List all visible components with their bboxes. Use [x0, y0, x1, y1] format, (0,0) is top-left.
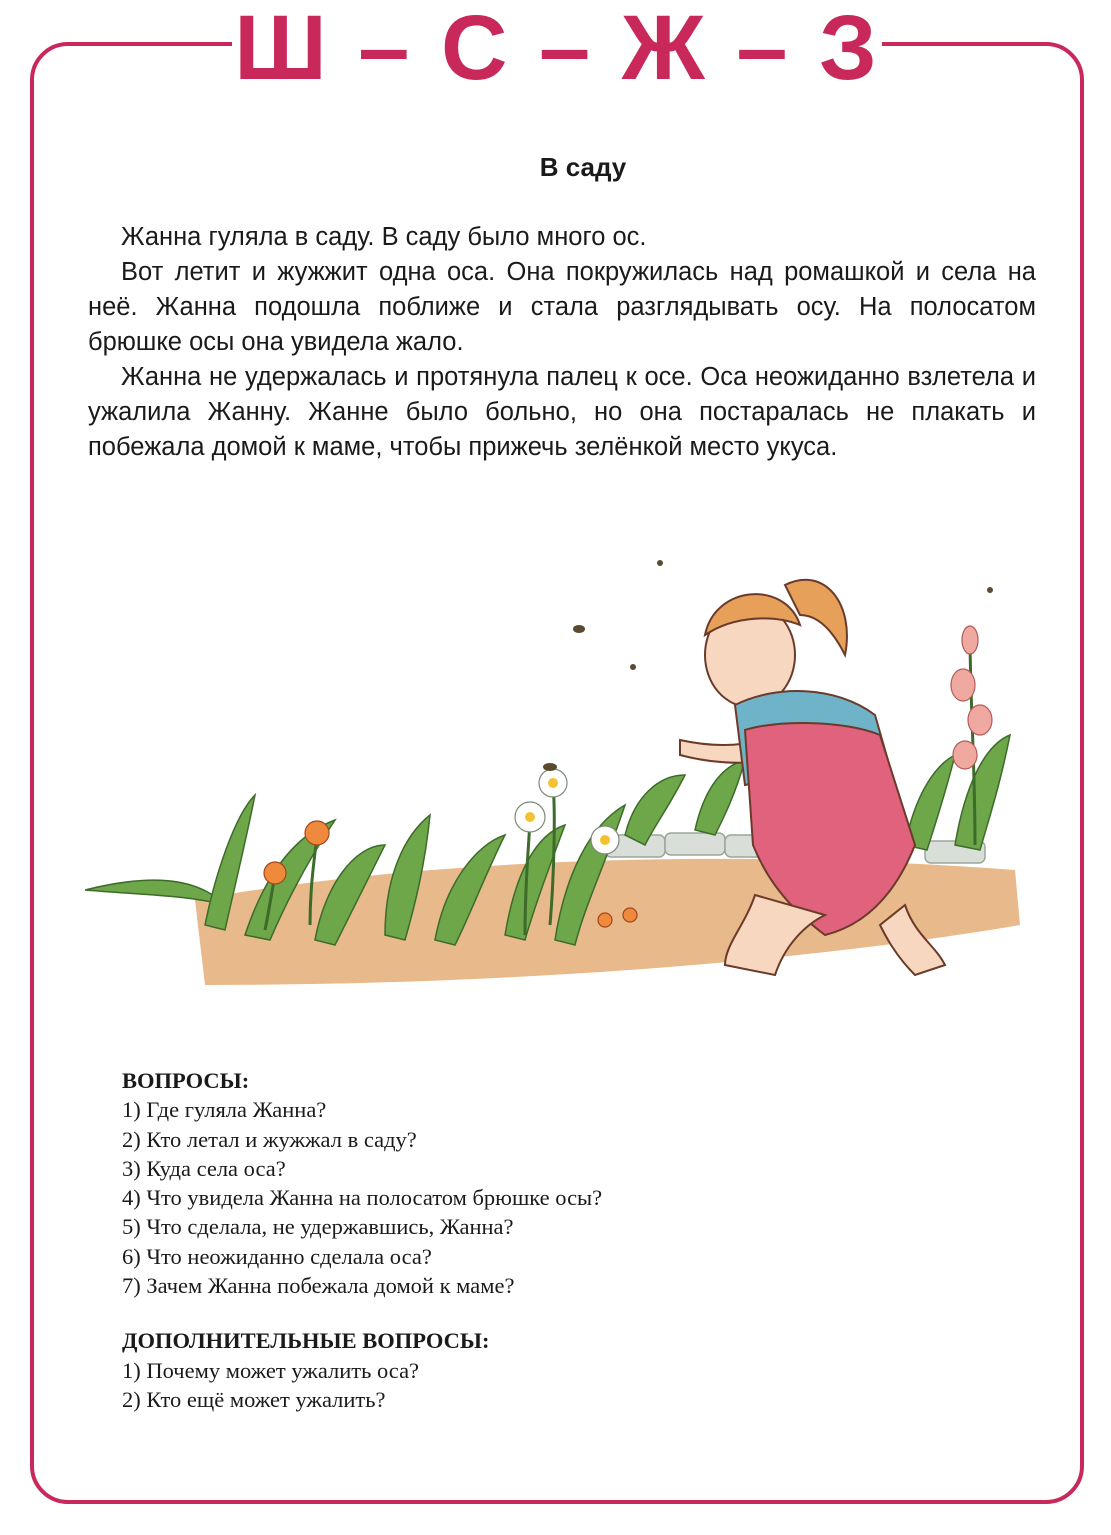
header	[232, 0, 882, 99]
story-title: В саду	[539, 152, 627, 182]
extra-question-item: 1) Почему может ужалить оса?	[122, 1357, 420, 1383]
extra-questions-heading: ДОПОЛНИТЕЛЬНЫЕ ВОПРОСЫ:	[122, 1328, 490, 1354]
question-item: 7) Зачем Жанна побежала домой к маме?	[122, 1273, 515, 1299]
story-paragraph: Жанна не удержалась и протянула палец к осе. Оса неожиданно взлетела и ужалила Жанну. Жанне было больно, но она постаралась не плакать и побежала домой к маме, чтобы прижечь зелёнкой место укуса.	[88, 363, 1036, 461]
questions-section	[122, 1066, 1022, 1414]
question-item: 1) Где гуляла Жанна?	[122, 1097, 327, 1123]
question-item: 6) Что неожиданно сделала оса?	[122, 1243, 432, 1269]
story-paragraph: Вот летит и жужжит одна оса. Она покружилась над ромашкой и села на неё. Жанна подошла поближе и стала разглядывать осу. На полосатом брюшке осы она увидела жало.	[88, 258, 1036, 356]
questions-heading: ВОПРОСЫ:	[122, 1068, 250, 1093]
story-paragraph: Жанна гуляла в саду. В саду было много ос.	[121, 223, 647, 251]
question-item: 3) Куда села оса?	[122, 1155, 286, 1181]
girl-in-garden-illustration	[85, 545, 1045, 1015]
header-title: Ш – С – Ж – З	[234, 0, 880, 99]
extra-questions-section	[122, 1326, 1022, 1414]
question-item: 2) Кто летал и жужжал в саду?	[122, 1126, 417, 1152]
extra-question-item: 2) Кто ещё может ужалить?	[122, 1386, 386, 1412]
question-item: 5) Что сделала, не удержавшись, Жанна?	[122, 1214, 514, 1240]
story-text	[88, 220, 1036, 465]
question-item: 4) Что увидела Жанна на полосатом брюшке осы?	[122, 1185, 603, 1211]
